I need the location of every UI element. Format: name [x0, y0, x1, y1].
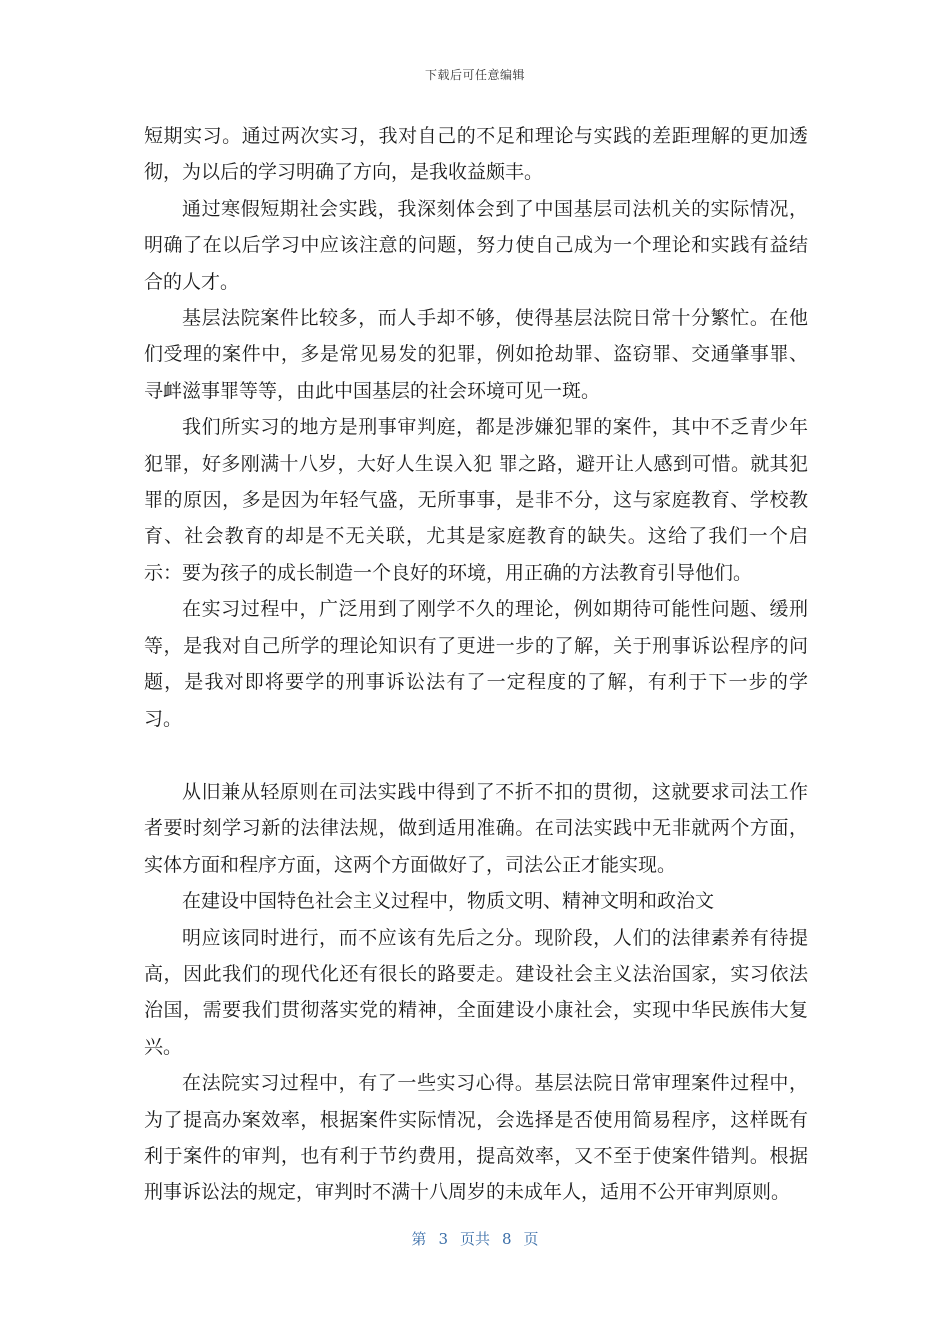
paragraph: 我们所实习的地方是刑事审判庭，都是涉嫌犯罪的案件，其中不乏青少年犯罪，好多刚满十八岁，大好人生误入犯 罪之路，避开让人感到可惜。就其犯罪的原因，多是因为年轻气盛，无所事事，是非不分，这与家庭教育、学校教育、社会教育的却是不无关联，尤其是家庭教育的缺失。这给了我们一个启示：要为孩子的成长制造一个良好的环境，用正确的方法教育引导他们。 [144, 416, 808, 584]
paragraph: 明应该同时进行，而不应该有先后之分。现阶段，人们的法律素养有待提高，因此我们的现代化还有很长的路要走。建设社会主义法治国家，实习依法治国，需要我们贯彻落实党的精神，全面建设小康社会，实现中华民族伟大复兴。 [144, 926, 808, 1058]
paragraph: 从旧兼从轻原则在司法实践中得到了不折不扣的贯彻，这就要求司法工作者要时刻学习新的法律法规，做到适用准确。在司法实践中无非就两个方面，实体方面和程序方面，这两个方面做好了，司法公正才能实现。 [144, 780, 808, 876]
page-header: 下载后可任意编辑 [424, 68, 525, 82]
paragraph: 在实习过程中，广泛用到了刚学不久的理论，例如期待可能性问题、缓刑等，是我对自己所学的理论知识有了更进一步的了解，关于刑事诉讼程序的问题，是我对即将要学的刑事诉讼法有了一定程度的了解，有利于下一步的学习。 [144, 598, 808, 730]
paragraph-gap [144, 737, 808, 774]
footer-suffix: 页 [523, 1230, 539, 1248]
total-pages-number: 8 [502, 1230, 512, 1248]
paragraph: 在法院实习过程中，有了一些实习心得。基层法院日常审理案件过程中，为了提高办案效率，根据案件实际情况，会选择是否使用简易程序，这样既有利于案件的审判，也有利于节约费用，提高效率，又不至于使案件错判。根据刑事诉讼法的规定，审判时不满十八周岁的未成年人，适用不公开审判原则。 [144, 1072, 808, 1204]
page-footer [0, 1228, 950, 1249]
paragraph: 通过寒假短期社会实践，我深刻体会到了中国基层司法机关的实际情况，明确了在以后学习中应该注意的问题，努力使自己成为一个理论和实践有益结合的人才。 [144, 197, 808, 293]
paragraph: 在建设中国特色社会主义过程中，物质文明、精神文明和政治文 [182, 890, 715, 913]
footer-prefix: 第 [411, 1230, 427, 1248]
current-page-number: 3 [438, 1230, 448, 1248]
footer-middle: 页共 [459, 1230, 490, 1248]
document-body [144, 118, 808, 1211]
paragraph: 短期实习。通过两次实习，我对自己的不足和理论与实践的差距理解的更加透彻，为以后的学习明确了方向，是我收益颇丰。 [144, 125, 808, 184]
paragraph: 基层法院案件比较多，而人手却不够，使得基层法院日常十分繁忙。在他们受理的案件中，多是常见易发的犯罪，例如抢劫罪、盗窃罪、交通肇事罪、寻衅滋事罪等等，由此中国基层的社会环境可见一斑。 [144, 307, 808, 402]
